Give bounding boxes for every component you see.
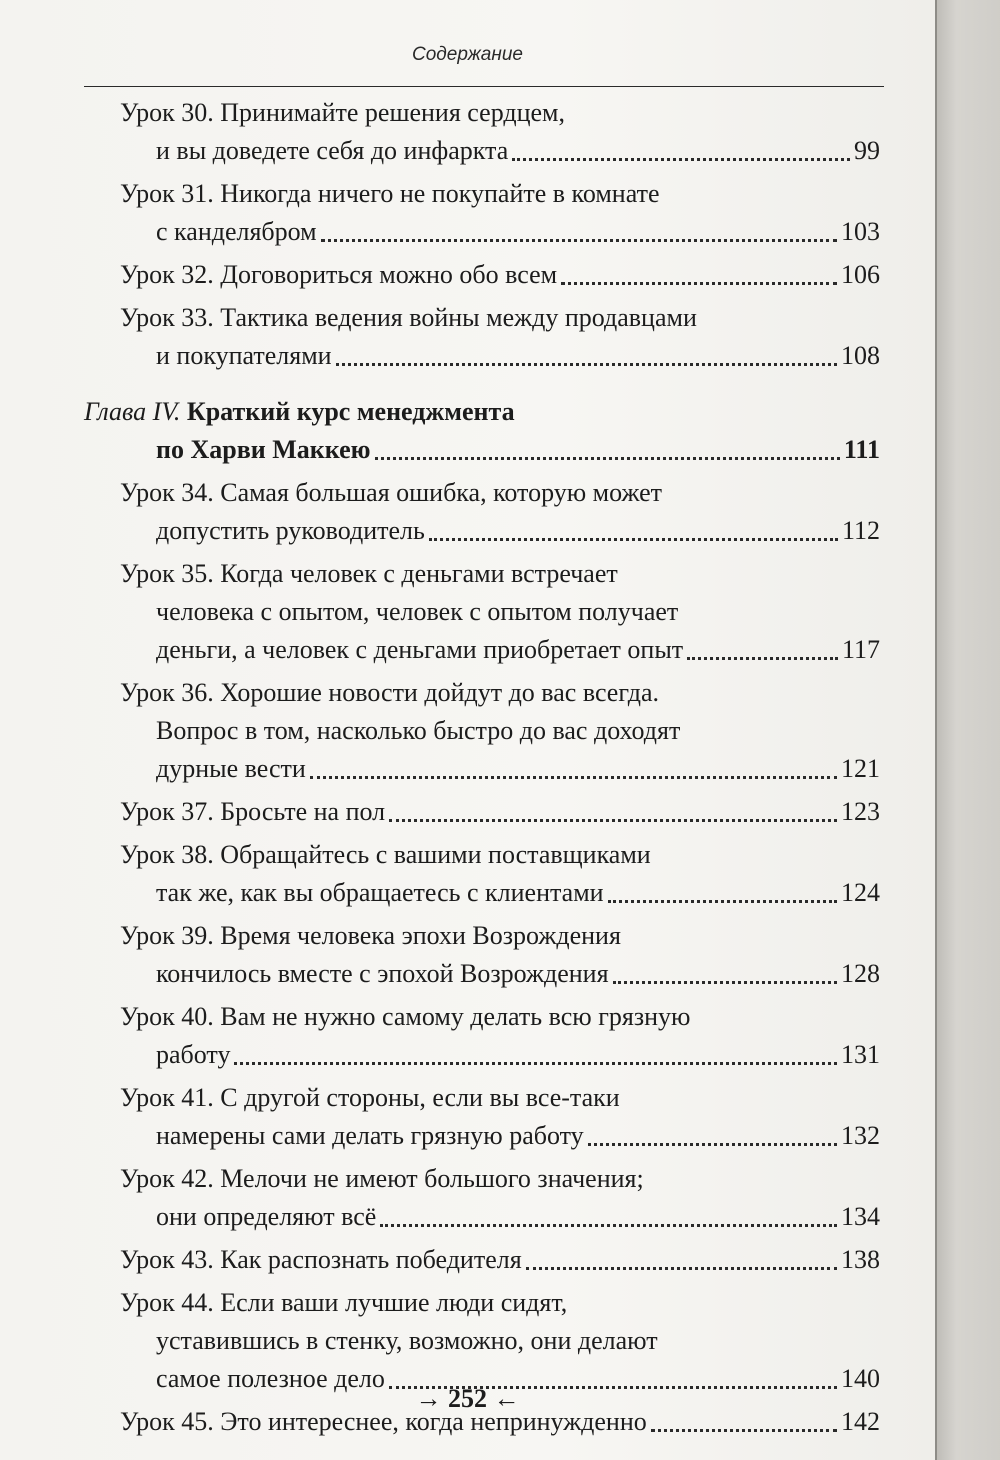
toc-page-number: 121 (841, 754, 880, 783)
toc-entry (120, 1241, 880, 1279)
toc-line-text: Урок 36. Хорошие новости дойдут до вас всегда. (120, 678, 659, 707)
toc-page-number: 117 (841, 635, 880, 664)
toc-line-text: Урок 38. Обращайтесь с вашими поставщиками (120, 840, 651, 869)
adjacent-page-edge (935, 0, 1000, 1460)
toc-page-number: 132 (841, 1121, 880, 1150)
toc-entry (120, 1079, 880, 1155)
toc-line (120, 998, 880, 1036)
toc-line (120, 917, 880, 955)
toc-line (120, 299, 880, 337)
toc-line-text: уставившись в стенку, возможно, они делают (156, 1326, 658, 1355)
toc-line-text: Урок 45. Это интереснее, когда непринужденно (120, 1407, 647, 1436)
toc-line (120, 555, 880, 593)
toc-page-number: 106 (841, 260, 880, 289)
toc-page-number: 128 (841, 959, 880, 988)
toc-line (120, 631, 880, 669)
toc-page-number: 138 (841, 1245, 880, 1274)
toc-entry (120, 474, 880, 550)
toc-line (120, 175, 880, 213)
toc-line (120, 431, 880, 469)
toc-line-text: и вы доведете себя до инфаркта (156, 136, 509, 165)
toc-entry (120, 998, 880, 1074)
toc-line-text: Урок 33. Тактика ведения войны между продавцами (120, 303, 697, 332)
toc-line-text: с канделябром (156, 217, 317, 246)
toc-line-text: человека с опытом, человек с опытом получает (156, 597, 679, 626)
toc-line-text: деньги, а человек с деньгами приобретает опыт (156, 635, 684, 664)
toc-line (120, 256, 880, 294)
toc-line (120, 955, 880, 993)
toc-line-text: Урок 41. С другой стороны, если вы все-таки (120, 1083, 620, 1112)
toc-page-number: 103 (841, 217, 880, 246)
dot-leader (429, 538, 838, 541)
toc-entry (120, 299, 880, 375)
toc-line (120, 712, 880, 750)
toc-page-number: 111 (843, 435, 880, 464)
dot-leader (310, 776, 837, 779)
toc-line-text: Урок 35. Когда человек с деньгами встречает (120, 559, 618, 588)
toc-line-text: Урок 30. Принимайте решения сердцем, (120, 98, 565, 127)
toc-line-text: Урок 37. Бросьте на пол (120, 797, 386, 826)
toc-entry (120, 175, 880, 251)
toc-page-number: 134 (841, 1202, 880, 1231)
toc-line (120, 1079, 880, 1117)
dot-leader (608, 900, 837, 903)
toc-line-text: и покупателями (156, 341, 332, 370)
toc-entry (120, 1160, 880, 1236)
toc-line-text: намерены сами делать грязную работу (156, 1121, 584, 1150)
toc-line-text: дурные вести (156, 754, 306, 783)
toc-line (120, 1241, 880, 1279)
toc-page-number: 112 (841, 516, 880, 545)
toc-page-number: 140 (841, 1364, 880, 1393)
dot-leader (526, 1267, 837, 1270)
toc-line (120, 1117, 880, 1155)
toc-line (120, 512, 880, 550)
dot-leader (651, 1429, 837, 1432)
dot-leader (687, 657, 838, 660)
toc-entry (120, 917, 880, 993)
toc-line (120, 793, 880, 831)
toc-line (120, 1160, 880, 1198)
running-header: Содержание (412, 44, 523, 65)
toc-line-text: Вопрос в том, насколько быстро до вас доходят (156, 716, 681, 745)
table-of-contents (84, 94, 880, 1446)
toc-line (120, 750, 880, 788)
dot-leader (389, 819, 837, 822)
toc-line (120, 474, 880, 512)
dot-leader (512, 158, 850, 161)
toc-line-text: Урок 39. Время человека эпохи Возрождения (120, 921, 621, 950)
toc-line (120, 1198, 880, 1236)
toc-line (120, 674, 880, 712)
toc-line (120, 874, 880, 912)
toc-line (120, 94, 880, 132)
toc-entry (120, 555, 880, 669)
toc-line-text: Урок 32. Договориться можно обо всем (120, 260, 558, 289)
toc-page-number: 123 (841, 797, 880, 826)
toc-page-number: 108 (841, 341, 880, 370)
dot-leader (234, 1062, 837, 1065)
dot-leader (380, 1224, 837, 1227)
toc-line-text: допустить руководитель (156, 516, 425, 545)
toc-page-number: 124 (841, 878, 880, 907)
dot-leader (613, 981, 837, 984)
toc-line (120, 213, 880, 251)
toc-page-number: 142 (841, 1407, 880, 1436)
toc-chapter (84, 393, 880, 469)
toc-line (120, 593, 880, 631)
toc-line (120, 1322, 880, 1360)
toc-line-text: Урок 40. Вам не нужно самому делать всю грязную (120, 1002, 691, 1031)
toc-line-text: самое полезное дело (156, 1364, 385, 1393)
toc-line (120, 337, 880, 375)
dot-leader (588, 1143, 837, 1146)
toc-line-text: по Харви Маккею (156, 435, 371, 464)
toc-line-text: они определяют всё (156, 1202, 377, 1231)
toc-line-text: Урок 34. Самая большая ошибка, которую может (120, 478, 662, 507)
toc-line (84, 393, 880, 431)
page-number: → 252 ← (415, 1384, 520, 1413)
chapter-label: Глава IV. (84, 397, 181, 426)
toc-entry (120, 674, 880, 788)
toc-line-text: так же, как вы обращаетесь с клиентами (156, 878, 604, 907)
header-rule (84, 86, 884, 87)
toc-line-text: Урок 42. Мелочи не имеют большого значения; (120, 1164, 644, 1193)
toc-entry (120, 793, 880, 831)
toc-page-number: 99 (854, 136, 880, 165)
toc-page-number: 131 (841, 1040, 880, 1069)
toc-entry (120, 256, 880, 294)
toc-line-text: кончилось вместе с эпохой Возрождения (156, 959, 609, 988)
dot-leader (321, 239, 837, 242)
toc-line-text: Урок 44. Если ваши лучшие люди сидят, (120, 1288, 568, 1317)
toc-entry (120, 94, 880, 170)
toc-line (120, 1036, 880, 1074)
toc-line (120, 132, 880, 170)
toc-line (120, 1284, 880, 1322)
toc-line (120, 836, 880, 874)
dot-leader (336, 363, 837, 366)
toc-line-text: Краткий курс менеджмента (186, 397, 515, 426)
dot-leader (375, 457, 840, 460)
toc-entry (120, 836, 880, 912)
toc-line-text: Урок 31. Никогда ничего не покупайте в комнате (120, 179, 660, 208)
toc-entry (120, 1284, 880, 1398)
toc-line-text: Урок 43. Как распознать победителя (120, 1245, 522, 1274)
dot-leader (561, 282, 837, 285)
toc-line-text: работу (156, 1040, 231, 1069)
